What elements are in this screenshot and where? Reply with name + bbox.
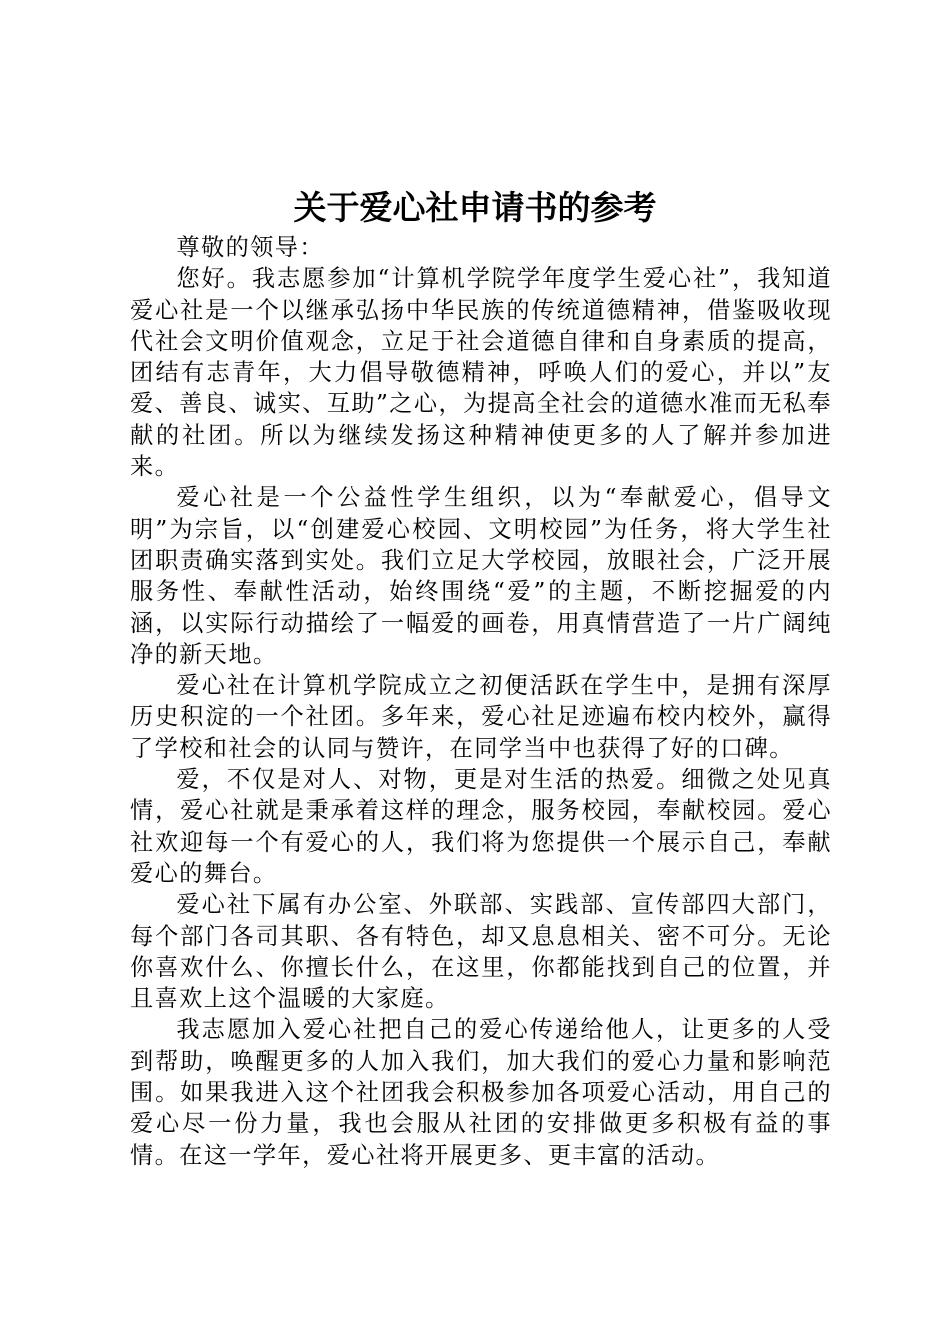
document-title: 关于爱心社申请书的参考 [293, 188, 657, 227]
paragraph: 爱，不仅是对人、对物，更是对生活的热爱。细微之处见真情，爱心社就是秉承着这样的理念，服务校园，奉献校园。爱心社欢迎每一个有爱心的人，我们将为您提供一个展示自己，奉献爱心的舞台。 [130, 766, 832, 887]
paragraph: 爱心社下属有办公室、外联部、实践部、宣传部四大部门，每个部门各司其职、各有特色，却又息息相关、密不可分。无论你喜欢什么、你擅长什么，在这里，你都能找到自己的位置，并且喜欢上这个温暖的大家庭。 [130, 891, 832, 1013]
salutation: 尊敬的领导： [176, 234, 324, 261]
document-body [130, 232, 832, 1171]
paragraph: 我志愿加入爱心社把自己的爱心传递给他人，让更多的人受到帮助，唤醒更多的人加入我们，加大我们的爱心力量和影响范围。如果我进入这个社团我会积极参加各项爱心活动，用自己的爱心尽一份力量，我也会服从社团的安排做更多积极有益的事情。在这一学年，爱心社将开展更多、更丰富的活动。 [130, 1016, 832, 1169]
paragraph: 您好。我志愿参加“计算机学院学年度学生爱心社”，我知道爱心社是一个以继承弘扬中华民族的传统道德精神，借鉴吸收现代社会文明价值观念，立足于社会道德自律和自身素质的提高，团结有志青年，大力倡导敬德精神，呼唤人们的爱心，并以”友爱、善良、诚实、互助”之心，为提高全社会的道德水准而无私奉献的社团。所以为继续发扬这种精神使更多的人了解并参加进来。 [130, 265, 832, 481]
paragraph: 爱心社是一个公益性学生组织，以为“奉献爱心，倡导文明”为宗旨，以“创建爱心校园、文明校园”为任务，将大学生社团职责确实落到实处。我们立足大学校园，放眼社会，广泛开展服务性、奉献性活动，始终围绕“爱”的主题，不断挖掘爱的内涵，以实际行动描绘了一幅爱的画卷，用真情营造了一片广阔纯净的新天地。 [130, 484, 832, 668]
paragraph: 爱心社在计算机学院成立之初便活跃在学生中，是拥有深厚历史积淀的一个社团。多年来，爱心社足迹遍布校内校外，赢得了学校和社会的认同与赞许，在同学当中也获得了好的口碑。 [130, 672, 832, 762]
